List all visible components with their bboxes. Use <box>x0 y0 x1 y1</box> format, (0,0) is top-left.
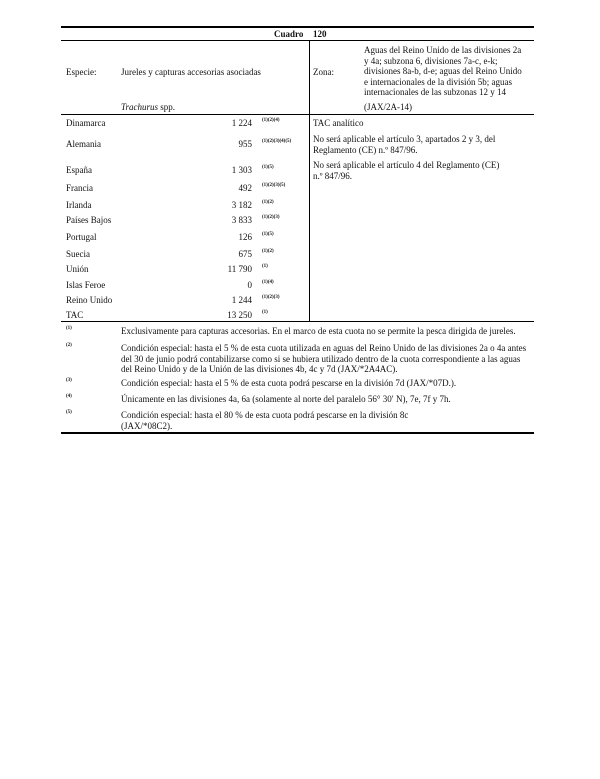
top-rule <box>61 26 534 28</box>
zone-code: (JAX/2A-14) <box>364 102 412 112</box>
footnote-text: Exclusivamente para capturas accesorias. En el marco de esta cuota no se permite la pesca dirigida de jureles. <box>121 326 516 336</box>
species-latin-genus: Trachurus <box>121 102 159 112</box>
quota-value: 492 <box>238 183 252 193</box>
quota-notes: (1)(2)(3) <box>262 295 280 300</box>
footnote-text: Únicamente en las divisiones 4a, 6a (solamente al norte del paralelo 56° 30′ N), 7e, 7f y 7h. <box>121 394 451 404</box>
quota-value: 3 182 <box>231 200 252 210</box>
tac-type: TAC analítico <box>313 118 364 128</box>
country-name: Portugal <box>66 232 97 242</box>
quota-value: 11 790 <box>227 264 252 274</box>
country-name: Suecia <box>66 249 90 259</box>
table-bottom-rule <box>61 321 534 322</box>
country-name: Dinamarca <box>66 118 106 128</box>
quota-value: 1 303 <box>231 165 252 175</box>
country-name: Islas Feroe <box>66 280 106 290</box>
article-4-note: No será aplicable el artículo 4 del Reglamento (CE) n.º 847/96. <box>313 160 500 181</box>
species-rule <box>61 114 534 115</box>
country-name: Unión <box>66 264 89 274</box>
quota-value: 13 250 <box>227 310 252 320</box>
zone-label: Zona: <box>313 67 334 77</box>
quota-notes: (1)(5) <box>262 165 274 170</box>
bottom-rule <box>61 432 534 434</box>
quota-notes: (1) <box>262 310 268 315</box>
quota-notes: (1)(4) <box>262 280 274 285</box>
quota-value: 1 224 <box>231 118 252 128</box>
footnote-mark: (4) <box>66 394 72 399</box>
species-latin-suffix: spp. <box>158 102 176 112</box>
footnote-text: Condición especial: hasta el 80 % de esta cuota podrá pescarse en la división 8c (JAX/*08C2). <box>121 410 409 431</box>
footnote-mark: (5) <box>66 410 72 415</box>
country-name: Reino Unido <box>66 295 113 305</box>
quota-notes: (1)(2) <box>262 249 274 254</box>
country-name: Países Bajos <box>66 215 112 225</box>
quota-value: 0 <box>247 280 252 290</box>
quota-notes: (1) <box>262 264 268 269</box>
footnote-mark: (3) <box>66 378 72 383</box>
zone-divider <box>309 40 310 321</box>
quota-notes: (1)(2)(3) <box>262 215 280 220</box>
country-name: Alemania <box>66 139 101 149</box>
species-latin <box>121 102 175 113</box>
species-label: Especie: <box>66 67 97 77</box>
table-label: Cuadro <box>274 29 304 39</box>
quota-value: 955 <box>238 139 252 149</box>
article-3-note: No será aplicable el artículo 3, apartados 2 y 3, del Reglamento (CE) n.º 847/96. <box>313 134 496 155</box>
footnote-text: Condición especial: hasta el 5 % de esta cuota podrá pescarse en la división 7d (JAX/*07D.). <box>121 378 457 388</box>
country-name: Francia <box>66 183 93 193</box>
header-rule <box>61 40 534 41</box>
quota-notes: (1)(2)(3)(4)(5) <box>262 139 292 144</box>
quota-value: 3 833 <box>231 215 252 225</box>
footnote-mark: (2) <box>66 343 72 348</box>
quota-notes: (1)(2) <box>262 200 274 205</box>
quota-value: 675 <box>238 249 252 259</box>
quota-notes: (1)(5) <box>262 232 274 237</box>
quota-notes: (1)(2)(3)(5) <box>262 183 286 188</box>
quota-value: 126 <box>238 232 252 242</box>
footnote-mark: (1) <box>66 326 72 331</box>
footnote-text: Condición especial: hasta el 5 % de esta cuota utilizada en aguas del Reino Unido de las divisiones 2a o 4a antes del 30 de junio podrá contabilizarse como si se hubiera utilizado dentro de la cuota correspondiente a las aguas del Reino Unido y de la Unión de las divisiones 4b, 4c y 7d (JAX/*2A4AC). <box>121 343 527 374</box>
species-name: Jureles y capturas accesorias asociadas <box>121 67 261 77</box>
zone-description: Aguas del Reino Unido de las divisiones 2a y 4a; subzona 6, divisiones 7a-c, e-k; divisiones 8a-b, d-e; aguas del Reino Unido e internacionales de la división 5b; aguas internacionales de las subzonas 12 y 14 <box>364 45 522 97</box>
country-name: Irlanda <box>66 200 92 210</box>
quota-notes: (1)(2)(4) <box>262 118 280 123</box>
quota-value: 1 244 <box>231 295 252 305</box>
country-name: España <box>66 165 92 175</box>
country-name: TAC <box>66 310 84 320</box>
table-number: 120 <box>313 29 327 39</box>
